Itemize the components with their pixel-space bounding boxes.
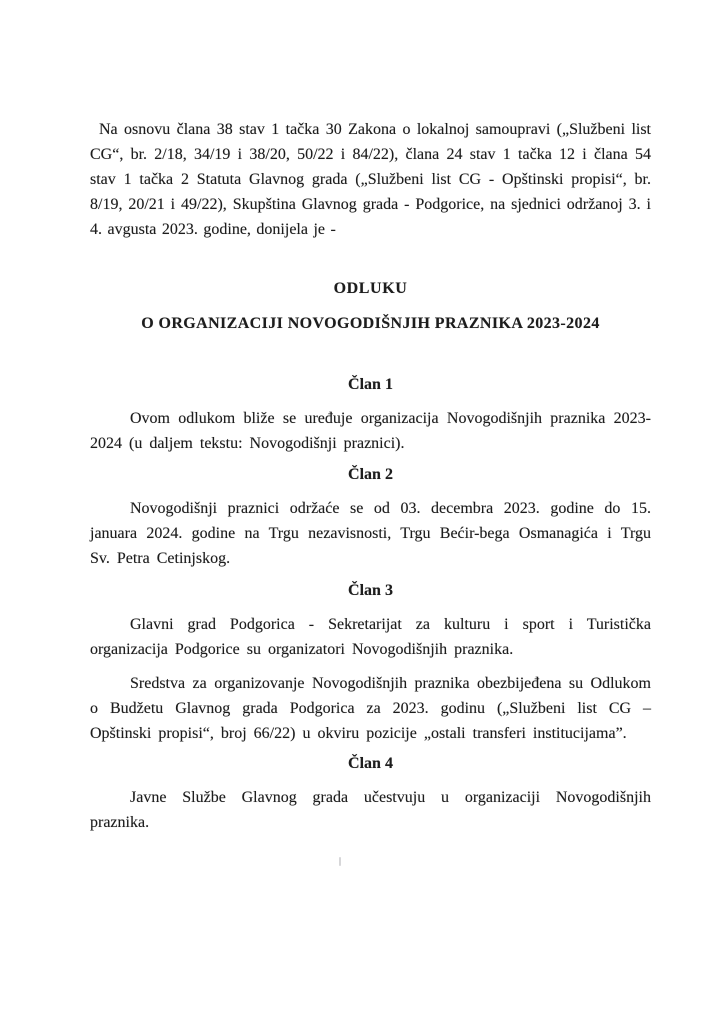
document-content bbox=[90, 0, 651, 835]
article-3-paragraph-1: Glavni grad Podgorica - Sekretarijat za kulturu i sport i Turistička organizacija Podgorice su organizatori Novogodišnjih praznika. bbox=[90, 616, 651, 658]
preamble-paragraph: Na osnovu člana 38 stav 1 tačka 30 Zakona o lokalnoj samoupravi („Službeni list CG“, br. 2/18, 34/19 i 38/20, 50/22 i 84/22), člana 24 stav 1 tačka 12 i člana 54 stav 1 tačka 2 Statuta Glavnog grada („Službeni list CG - Opštinski propisi“, br. 8/19, 20/21 i 49/22), Skupština Glavnog grada - Podgorice, na sjednici održanoj 3. i 4. avgusta 2023. godine, donijela je - bbox=[90, 121, 651, 238]
article-2-heading: Član 2 bbox=[348, 466, 393, 483]
document-subtitle: O ORGANIZACIJI NOVOGODIŠNJIH PRAZNIKA 2023-2024 bbox=[141, 315, 600, 332]
article-2-paragraph: Novogodišnji praznici održaće se od 03. decembra 2023. godine do 15. januara 2024. godine na Trgu nezavisnosti, Trgu Bećir-bega Osmanagića i Trgu Sv. Petra Cetinjskog. bbox=[90, 500, 651, 567]
article-3-heading: Član 3 bbox=[348, 582, 393, 599]
scan-speck-artifact bbox=[339, 857, 341, 866]
article-4-heading: Član 4 bbox=[348, 755, 393, 772]
article-1-paragraph: Ovom odlukom bliže se uređuje organizacija Novogodišnjih praznika 2023-2024 (u daljem tekstu: Novogodišnji praznici). bbox=[90, 410, 651, 452]
article-4-paragraph: Javne Službe Glavnog grada učestvuju u organizaciji Novogodišnjih praznika. bbox=[90, 789, 651, 831]
document-title: ODLUKU bbox=[333, 280, 408, 297]
article-1-heading: Član 1 bbox=[348, 376, 393, 393]
article-3-paragraph-2: Sredstva za organizovanje Novogodišnjih praznika obezbijeđena su Odlukom o Budžetu Glavnog grada Podgorica za 2023. godinu („Službeni list CG – Opštinski propisi“, broj 66/22) u okviru pozicije „ostali transferi institucijama”. bbox=[90, 675, 651, 742]
